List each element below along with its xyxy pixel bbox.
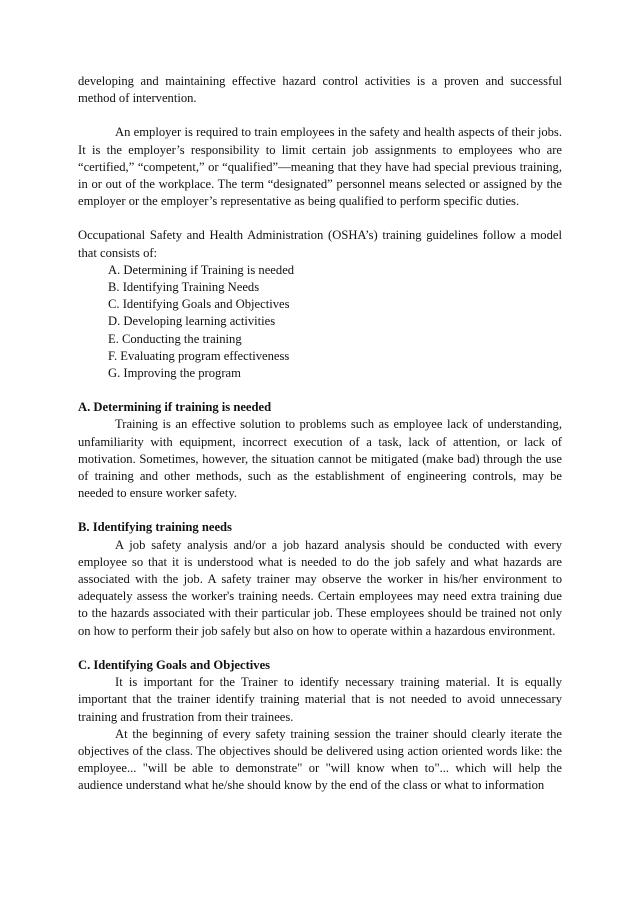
section-b-body: A job safety analysis and/or a job hazard analysis should be conducted with every employee so that it is understood what is needed to do the job safely and what hazards are associated with the job. A safety trainer may observe the worker in his/her environment to adequately assess the worker's training needs. Certain employees may need extra training due to the hazards associated with their particular job. These employees should be trained not only on how to perform their job safely but also on how to operate within a hazardous environment. xyxy=(78,537,562,638)
model-step-d: D. Developing learning activities xyxy=(108,314,276,329)
model-step-f: F. Evaluating program effectiveness xyxy=(108,348,290,363)
model-step-a: A. Determining if Training is needed xyxy=(108,262,295,277)
section-a-heading: A. Determining if training is needed xyxy=(78,400,272,415)
model-step-g: G. Improving the program xyxy=(108,366,241,381)
model-step-c: C. Identifying Goals and Objectives xyxy=(108,297,290,312)
model-step-b: B. Identifying Training Needs xyxy=(108,280,260,295)
document-page xyxy=(78,73,562,795)
section-c-body-2: At the beginning of every safety training session the trainer should clearly iterate the objectives of the class. The objectives should be delivered using action oriented words like: the employee... "will be able to demonstrate" or "will know when to"... which will help the audience understand what he/she should know by the end of the class or what to information xyxy=(78,726,562,793)
intro-paragraph: developing and maintaining effective hazard control activities is a proven and successful method of intervention. xyxy=(78,74,562,106)
section-c-heading: C. Identifying Goals and Objectives xyxy=(78,657,271,672)
section-a-body: Training is an effective solution to problems such as employee lack of understanding, unfamiliarity with equipment, incorrect execution of a task, lack of attention, or lack of motivation. Sometimes, however, the situation cannot be mitigated (make bad) through the use of training and other methods, such as the establishment of engineering controls, may be needed to ensure worker safety. xyxy=(78,417,562,501)
employer-paragraph: An employer is required to train employees in the safety and health aspects of their jobs. It is the employer’s responsibility to limit certain job assignments to employees who are “certified,” “competent,” or “qualified”—meaning that they have had special previous training, in or out of the workplace. The term “designated” personnel means selected or assigned by the employer or the employer’s representative as being qualified to perform specific duties. xyxy=(78,125,562,209)
model-step-e: E. Conducting the training xyxy=(108,331,242,346)
section-b-heading: B. Identifying training needs xyxy=(78,520,232,535)
model-step-list xyxy=(78,262,562,382)
section-c-body-1: It is important for the Trainer to identify necessary training material. It is equally important that the trainer identify training material that is not needed to avoid unnecessary training and frustration from their trainees. xyxy=(78,675,562,724)
osha-paragraph: Occupational Safety and Health Administration (OSHA’s) training guidelines follow a model that consists of: xyxy=(78,228,562,260)
